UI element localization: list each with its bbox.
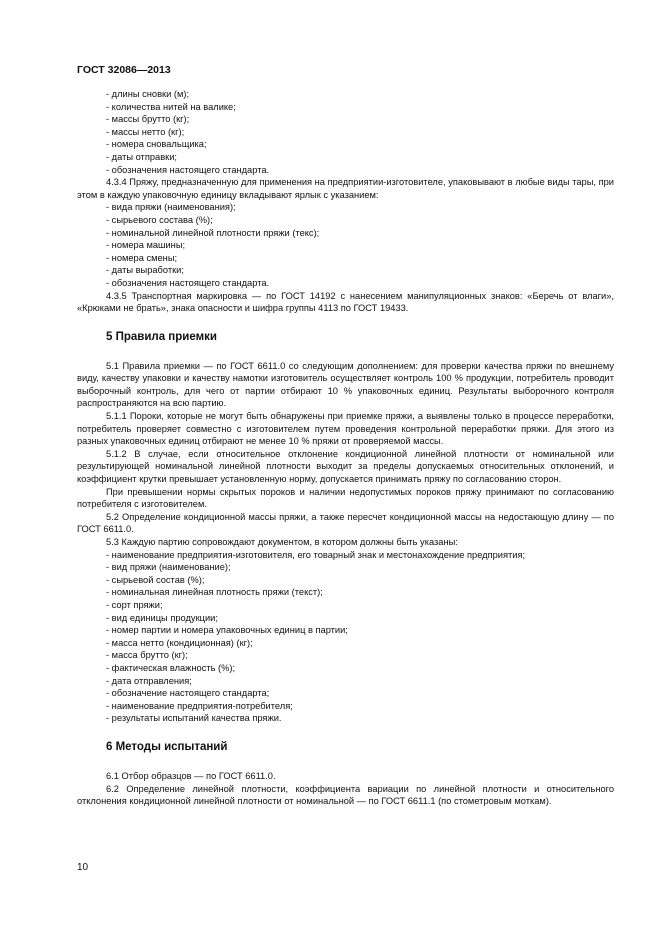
list-item: - номинальной линейной плотности пряжи (текс); — [106, 227, 320, 238]
section-6-heading: 6 Методы испытаний — [106, 740, 228, 753]
list-item: - сырьевой состав (%); — [106, 574, 205, 585]
document-header: ГОСТ 32086—2013 — [77, 64, 171, 76]
page-number: 10 — [77, 862, 89, 873]
paragraph-4-3-5: 4.3.5 Транспортная маркировка — по ГОСТ 14192 с нанесением манипуляционных знаков: «Беречь от влаги», «Крюками не брать», знака опасности и шифра группы 4113 по ГОСТ 19433. — [77, 290, 614, 314]
paragraph-5-1-1: 5.1.1 Пороки, которые не могут быть обнаружены при приемке пряжи, а выявлены только в процессе переработки, потребитель проверяет совместно с изготовителем путем проведения контрольной переработки пряжи. Для этого из разных упаковочных единиц отбирают не менее 10 % пряжи от проверяемой массы. — [77, 411, 614, 447]
list-item: - вида пряжи (наименования); — [106, 202, 236, 213]
section-5-heading: 5 Правила приемки — [106, 330, 217, 343]
paragraph-5-3: 5.3 Каждую партию сопровождают документом, в котором должны быть указаны: — [106, 537, 458, 547]
list-item: - длины сновки (м); — [106, 89, 190, 99]
paragraph-5-1: 5.1 Правила приемки — по ГОСТ 6611.0 со следующим дополнением: для проверки качества пряжи по внешнему виду, качеству упаковки и качеству намотки изготовитель осуществляет контроль 100 % продукции, потребитель проводит выборочный контроль, для чего от партии отбирают 10 % упаковочных единиц. Результаты выборочного контроля распространяются на всю партию. — [77, 360, 614, 409]
paragraph-6-2: 6.2 Определение линейной плотности, коэффициента вариации по линейной плотности и относительного отклонения кондиционной линейной плотности от номинальной — по ГОСТ 6611.1 (по стометровым моткам). — [77, 783, 614, 807]
list-item: - количества нитей на валике; — [106, 101, 236, 112]
paragraph-6-1: 6.1 Отбор образцов — по ГОСТ 6611.0. — [106, 770, 276, 781]
list-item: - номера сновальщика; — [106, 139, 207, 150]
list-item: - обозначения настоящего стандарта. — [106, 277, 270, 288]
list-item: - дата отправления; — [106, 675, 192, 686]
list-item: - массы нетто (кг); — [106, 126, 185, 137]
list-item: - наименование предприятия-потребителя; — [106, 700, 293, 711]
list-item: - сорт пряжи; — [106, 599, 163, 610]
paragraph-4-3-4: 4.3.4 Пряжу, предназначенную для применения на предприятии-изготовителе, упаковывают в любые виды тары, при этом в каждую упаковочную единицу вкладывают ярлык с указанием: — [77, 177, 614, 200]
list-item: - вид единицы продукции; — [106, 612, 218, 623]
list-item: - номинальная линейная плотность пряжи (текст); — [106, 587, 323, 598]
list-item: - номера машины; — [106, 240, 186, 251]
paragraph-5-2: 5.2 Определение кондиционной массы пряжи, а также пересчет кондиционной массы на недостающую длину — по ГОСТ 6611.0. — [77, 511, 614, 535]
list-item: - даты отправки; — [106, 151, 177, 162]
paragraph-5-1-2-note: При превышении нормы скрытых пороков и наличии недопустимых пороков пряжу принимают по согласованию потребителя с изготовителем. — [77, 486, 614, 510]
paragraph-5-1-2: 5.1.2 В случае, если относительное отклонение кондиционной линейной плотности от номинальной или результирующей номинальной линейной плотности выходит за пределы допускаемых относительных отклонений, и коэффициент крутки превышает установленную норму, допускается принимать пряжу по согласованию сторон. — [77, 448, 614, 485]
list-item: - результаты испытаний качества пряжи. — [106, 713, 282, 724]
page-content — [77, 88, 614, 808]
list-item: - вид пряжи (наименование); — [106, 562, 231, 573]
list-item: - наименование предприятия-изготовителя, его товарный знак и местонахождение предприятия; — [106, 549, 526, 560]
list-item: - массы брутто (кг); — [106, 114, 190, 125]
list-item: - масса нетто (кондиционная) (кг); — [106, 637, 253, 648]
list-item: - номера смены; — [106, 252, 178, 263]
list-item: - масса брутто (кг); — [106, 650, 188, 661]
list-item: - обозначение настоящего стандарта; — [106, 688, 270, 699]
list-item: - номер партии и номера упаковочных единиц в партии; — [106, 625, 348, 636]
list-item: - обозначения настоящего стандарта. — [106, 164, 270, 175]
list-item: - даты выработки; — [106, 265, 184, 276]
list-item: - сырьевого состава (%); — [106, 214, 213, 225]
list-item: - фактическая влажность (%); — [106, 662, 236, 673]
